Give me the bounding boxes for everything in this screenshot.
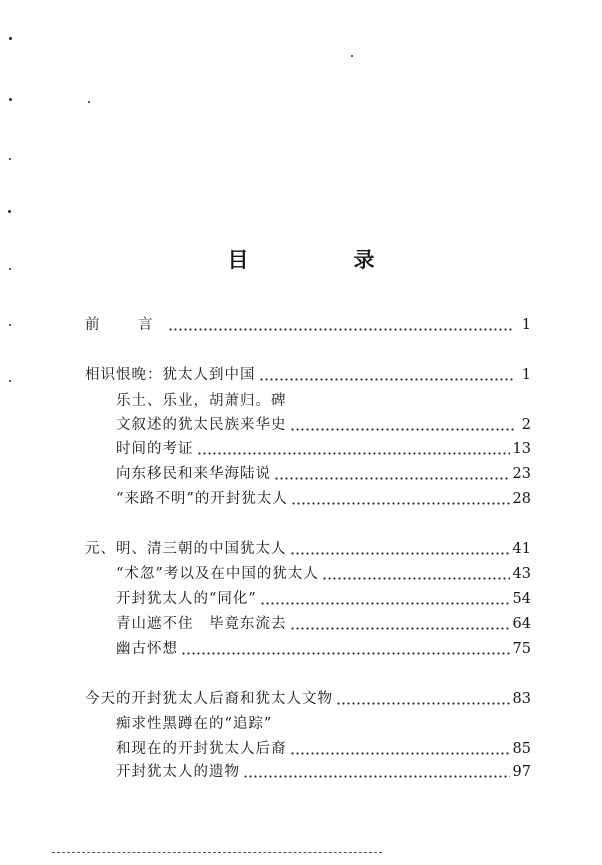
toc-entry-label: 元、明、清三朝的中国犹太人	[85, 541, 287, 557]
toc-entry	[116, 465, 531, 483]
dot-leader	[336, 702, 510, 705]
toc-entry-label: 开封犹太人的遗物	[116, 764, 240, 780]
toc-entry	[116, 740, 531, 758]
toc-entry-label: 文叙述的犹太民族来华史	[116, 417, 287, 433]
toc-entry	[116, 416, 531, 434]
toc-entry	[116, 490, 531, 508]
toc-entry-label: 相识恨晚：犹太人到中国	[85, 367, 256, 383]
toc-page-number: 85	[512, 741, 531, 757]
toc-page-number: 64	[512, 616, 531, 632]
toc-entry-label: 幽古怀想	[116, 641, 178, 657]
toc-entry	[116, 640, 531, 658]
toc-entry	[116, 715, 531, 733]
toc-entry	[116, 615, 531, 633]
toc-page-number: 83	[512, 691, 531, 707]
dot-leader	[290, 752, 510, 755]
toc-entry-label: 今天的开封犹太人后裔和犹太人文物	[85, 691, 333, 707]
toc-page-number: 1	[521, 317, 531, 333]
dot-leader	[243, 775, 510, 778]
toc-entry-label: 青山遮不住 毕竟东流去	[116, 616, 287, 632]
toc-entry-label: 和现在的开封犹太人后裔	[116, 741, 287, 757]
toc-entry	[116, 565, 531, 583]
toc-section	[85, 366, 531, 384]
toc-page-number: 13	[512, 441, 531, 457]
dot-leader	[290, 627, 510, 630]
dot-leader	[274, 477, 510, 480]
toc-entry-label: 时间的考证	[116, 441, 194, 457]
toc-page-number: 54	[512, 591, 531, 607]
toc-entry	[116, 440, 531, 458]
toc-entry-label: 痴求性黑蹲在的“追踪”	[116, 716, 273, 732]
toc-entry-label: 乐土、乐业，胡萧归。碑	[116, 393, 287, 409]
dot-leader	[322, 577, 510, 580]
toc-page-number: 41	[512, 541, 531, 557]
toc-page-number: 1	[521, 367, 531, 383]
dot-leader	[291, 502, 510, 505]
toc-entry-label: “术忽”考以及在中国的犹太人	[116, 566, 319, 582]
toc-entry-label: 开封犹太人的“同化”	[116, 591, 257, 607]
toc-page-number: 43	[512, 566, 531, 582]
toc-page-number: 23	[512, 466, 531, 482]
toc-entry-label: 向东移民和来华海陆说	[116, 466, 271, 482]
dot-leader	[290, 428, 515, 431]
toc-entry	[116, 763, 531, 781]
toc-page-number: 28	[512, 491, 531, 507]
toc-page-number: 75	[512, 641, 531, 657]
toc-section	[85, 316, 531, 334]
dot-leader	[290, 552, 510, 555]
dot-leader	[168, 328, 515, 331]
toc-section	[85, 540, 531, 558]
toc-entry-label: “来路不明”的开封犹太人	[116, 491, 288, 507]
dot-leader	[259, 378, 515, 381]
toc-section	[85, 690, 531, 708]
toc-entry	[116, 392, 531, 410]
bottom-rule	[52, 852, 382, 853]
toc-page-number: 2	[521, 417, 531, 433]
toc-entry-label: 前 言	[85, 317, 165, 333]
page-title: 目 录	[227, 248, 417, 272]
dot-leader	[260, 602, 510, 605]
dot-leader	[181, 652, 510, 655]
toc-page-number: 97	[512, 764, 531, 780]
dot-leader	[197, 452, 510, 455]
toc-entry	[116, 590, 531, 608]
